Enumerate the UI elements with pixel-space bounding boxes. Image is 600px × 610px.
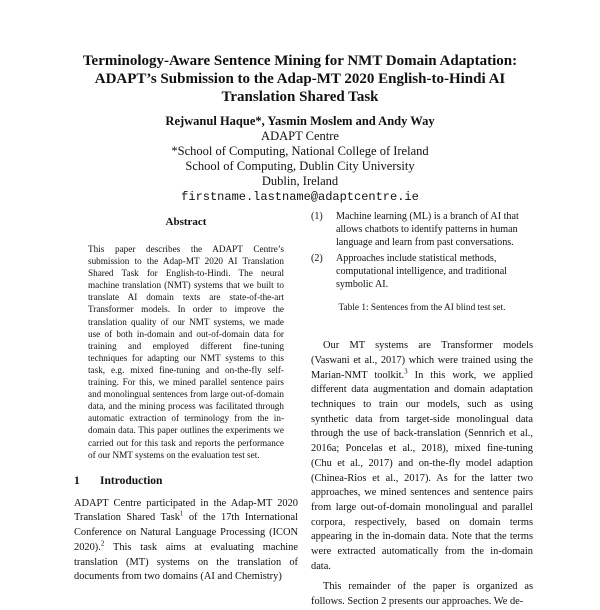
list-item [311,252,533,292]
affiliation-4: Dublin, Ireland [261,174,339,188]
list-marker: (2) [311,252,323,264]
paper-title [60,52,540,106]
footnote-marker-1: 1 [179,509,184,518]
affiliation-2: *School of Computing, National College of Ireland [171,144,429,158]
list-item-text: Approaches include statistical methods, computational intelligence, and traditional symbolic AI. [336,252,507,291]
paragraph-part-2: In this work, we applied different data augmentation and domain adaptation techniques to train our models, such as using synthetic data from target-side monolingual data through the use of back-translation (Sennrich et al., 2016a; Poncelas et al., 2018), mixed fine-tuning (Chu et al., 2017) and on-the-fly model adaption (Chinea-Rios et al., 2017). As for the latter two approaches, we mined sentences and sentence pairs from large out-of-domain monolingual and parallel corpora, respectively, based on domain terms appearing in the in-domain data. Note that the terms were extracted automatically from the in-domain data. [311,369,534,572]
affiliation-1: ADAPT Centre [261,129,339,143]
author-email: firstname.lastname@adaptcentre.ie [181,190,419,204]
abstract-heading: Abstract [165,216,207,228]
section-heading-introduction [74,475,298,487]
right-column [311,210,533,610]
intro-text-part-2: of the 17th International Conference on Natural Language Processing (ICON 2020). [74,512,298,553]
introduction-paragraph [74,497,298,585]
paragraph [311,339,533,574]
title-line-2: ADAPT’s Submission to the Adap-MT 2020 English-to-Hindi AI [94,71,506,87]
list-item [311,210,533,250]
right-body-text [311,339,533,610]
list-marker: (1) [311,211,323,222]
author-block [100,114,500,205]
paragraph: This remainder of the paper is organized as follows. Section 2 presents our approaches. We de- [311,581,533,608]
section-title: Introduction [100,474,163,487]
left-column [74,216,298,585]
footnote-marker-2: 2 [100,539,105,548]
footnote-marker-3: 3 [404,367,408,376]
title-line-1: Terminology-Aware Sentence Mining for NMT Domain Adaptation: [82,53,518,69]
affiliation-3: School of Computing, Dublin City University [185,159,415,173]
intro-text-part-3: This task aims at evaluating machine translation (MT) systems on the translation of documents from two domains (AI and Chemistry) [74,541,298,583]
list-item-text: Machine learning (ML) is a branch of AI that allows chatbots to identify patterns in human language and learn from past conversations. [336,211,519,249]
author-names: Rejwanul Haque*, Yasmin Moslem and Andy Way [165,114,435,128]
title-line-3: Translation Shared Task [221,89,379,105]
paragraph-part-1: Our MT systems are Transformer models (Vaswani et al., 2017) which were trained using the Marian-NMT toolkit. [311,340,533,381]
example-sentence-list [311,210,533,291]
abstract-text: This paper describes the ADAPT Centre’s submission to the Adap-MT 2020 AI Translation Shared Task for English-to-Hindi. The neural machine translation (NMT) systems that we built to translate AI domain texts are state-of-the-art Transformer models. In order to improve the translation quality of our NMT systems, we made use of both in-domain and out-of-domain data for training and employed different fine-tuning techniques for adapting our NMT systems to this task, e.g. mixed fine-tuning and on-the-fly self-training. For this, we mined parallel sentence pairs and monolingual sentences from large out-of-domain data, and the mining process was facilitated through automatic extraction of terminology from the in-domain data. This paper outlines the experiments we carried out for this task and reports the performance of our NMT systems on the evaluation test set. [88,244,284,460]
section-number: 1 [74,474,80,487]
intro-text-part-1: ADAPT Centre participated in the Adap-MT 2020 Translation Shared Task [74,497,298,524]
table-caption: Table 1: Sentences from the AI blind test set. [338,303,506,314]
